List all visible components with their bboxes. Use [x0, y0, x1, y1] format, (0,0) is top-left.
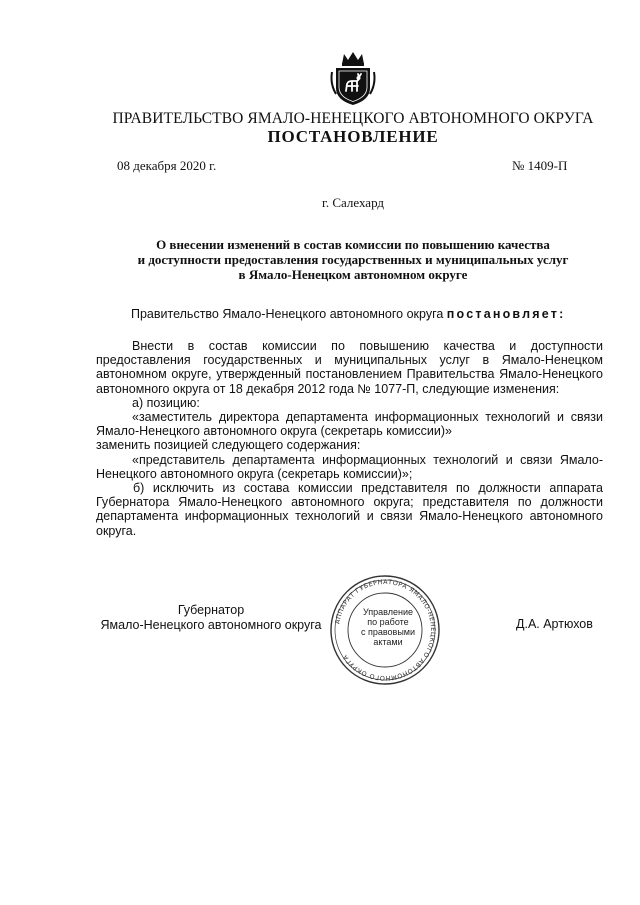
stamp-center-line: с правовыми: [360, 627, 416, 637]
signatory-title: [96, 603, 326, 633]
preamble-text: Правительство Ямало-Ненецкого автономного округа: [131, 307, 447, 321]
title-line: в Ямало-Ненецком автономном округе: [238, 267, 468, 282]
document-type: ПОСТАНОВЛЕНИЕ: [267, 127, 439, 146]
document-title: [100, 237, 606, 282]
stamp-ring-text: АППАРАТ ГУБЕРНАТОРА ЯМАЛО-НЕНЕЦКОГО АВТОНОМНОГО ОКРУГА: [333, 577, 438, 683]
stamp-center-line: Управление: [362, 607, 414, 617]
document-body: [96, 339, 603, 538]
body-paragraph: «представитель департамента информационных технологий и связи Ямало-Ненецкого автономного округа (секретарь комиссии)»;: [96, 452, 603, 481]
title-line: и доступности предоставления государственных и муниципальных услуг: [137, 252, 569, 267]
stamp-center-line: по работе: [367, 617, 409, 627]
document-number: № 1409-П: [512, 158, 568, 173]
title-line: О внесении изменений в состав комиссии по повышению качества: [156, 237, 550, 252]
signatory-title-line: Ямало-Ненецкого автономного округа: [100, 618, 322, 632]
body-paragraph: Внести в состав комиссии по повышению качества и доступности предоставления государственных и муниципальных услуг в Ямало-Ненецком автономном округе, утвержденный постановлением Правительства Ямало-Ненецкого автономного округа от 18 декабря 2012 года № 1077-П, следующие изменения:: [96, 339, 603, 396]
signatory-title-line: Губернатор: [177, 603, 245, 617]
body-paragraph: а) позицию:: [132, 395, 200, 410]
document-date: 08 декабря 2020 г.: [117, 158, 217, 173]
body-paragraph: б) исключить из состава комиссии представителя по должности аппарата Губернатора Ямало-Ненецкого автономного округа; представителя по должности департамента информационных технологий и связи Ямало-Ненецкого автономного округа.: [96, 481, 603, 538]
body-paragraph: «заместитель директора департамента информационных технологий и связи Ямало-Ненецкого автономного округа (секретарь комиссии)»: [96, 410, 603, 439]
preamble: [131, 307, 565, 321]
coat-of-arms-emblem: [328, 50, 378, 106]
stamp-center-text: [357, 607, 419, 647]
stamp-center-line: актами: [373, 637, 403, 647]
document-city: г. Салехард: [321, 195, 385, 210]
signatory-name: Д.А. Артюхов: [516, 617, 593, 631]
body-paragraph: заменить позицией следующего содержания:: [96, 438, 361, 453]
government-name: ПРАВИТЕЛЬСТВО ЯМАЛО-НЕНЕЦКОГО АВТОНОМНОГО ОКРУГА: [112, 110, 594, 127]
preamble-verb: постановляет:: [446, 307, 566, 321]
